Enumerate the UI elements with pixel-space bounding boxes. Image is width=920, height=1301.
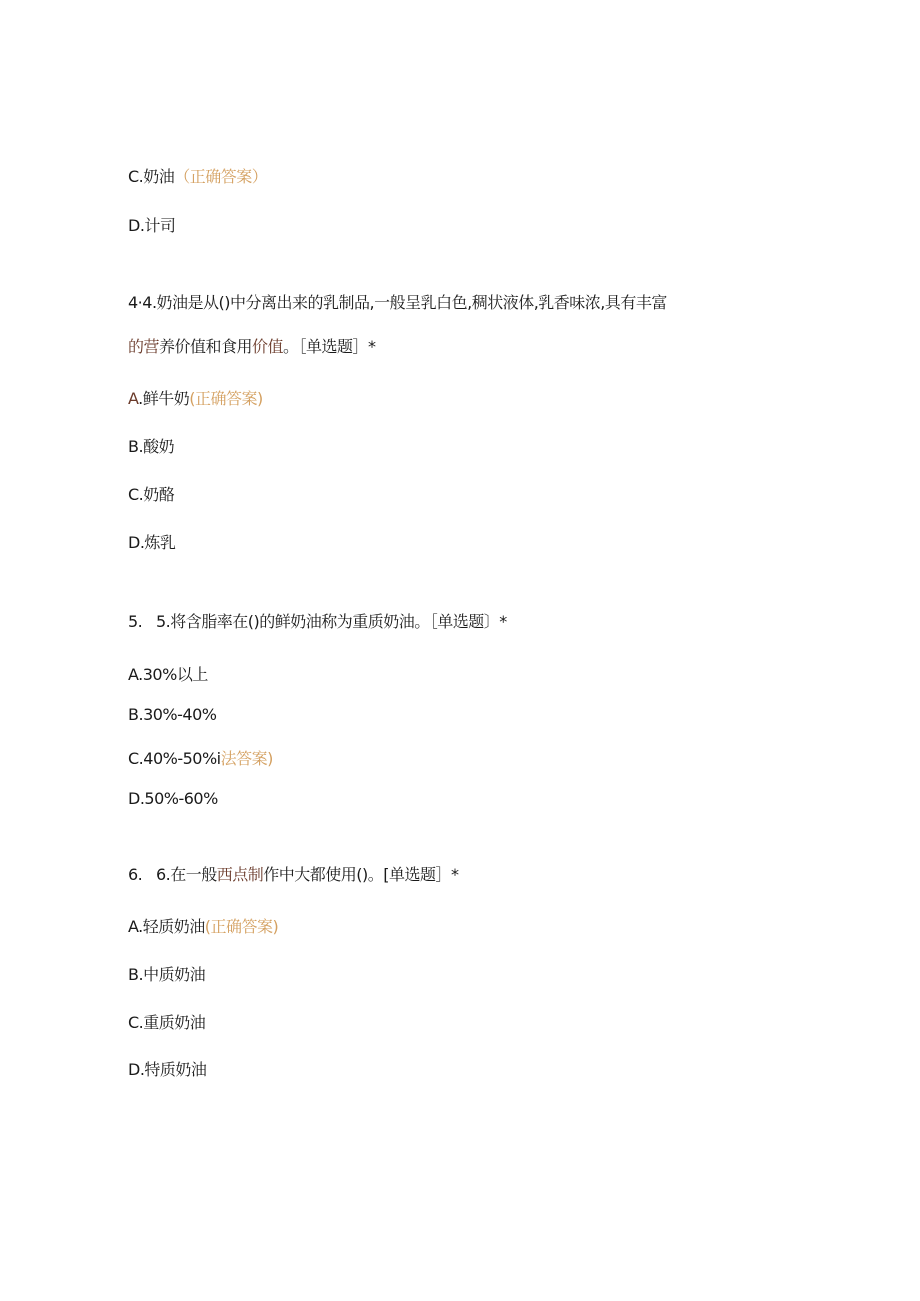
q5-number: 5. [128,612,143,631]
q6-question-text-b: 西点制 [216,865,264,884]
q4-option-c-text: C.奶酪 [128,485,175,504]
q6-option-a-correct-mark: (正确答案) [204,917,279,936]
q6-question-text-c: 作中大都使用()。[单选题］* [263,865,459,884]
q4-option-a[interactable] [128,388,263,410]
q5-question-text: 5.将含脂率在()的鲜奶油称为重质奶油。［单选题〕* [156,612,507,631]
q5-option-b-text: B.30%-40% [128,705,217,724]
q4-option-b-text: B.酸奶 [128,437,175,456]
q6-option-b[interactable] [128,964,205,986]
q6-option-b-text: B.中质奶油 [128,965,206,984]
q5-option-d-text: D.50%-60% [128,789,218,808]
q4-question-text-2c: 价值 [252,337,284,356]
q3-option-c[interactable] [128,166,267,188]
q4-question-text-2b: 养价值和食用 [159,337,253,356]
q3-option-d[interactable] [128,215,175,237]
q4-option-a-text: .鲜牛奶 [138,389,190,408]
q6-option-c-text: C.重质奶油 [128,1013,206,1032]
q6-option-a-text: A.轻质奶油 [128,917,205,936]
q3-option-c-text: C.奶油 [128,167,175,186]
q4-question-text-1: 4·4.奶油是从()中分离出来的乳制品,一般呈乳白色,稠状液体,乳香味浓,具有丰富 [128,293,667,312]
q5-option-c[interactable] [128,748,273,770]
q4-option-a-correct-mark: (正确答案) [189,389,263,408]
q6-option-d[interactable] [128,1059,206,1081]
q5-option-a-text: A.30%以上 [128,665,208,684]
q6-option-d-text: D.特质奶油 [128,1060,207,1079]
q6-option-a[interactable] [128,916,278,938]
q4-option-d-text: D.炼乳 [128,533,176,552]
q5-option-d[interactable] [128,788,218,810]
q3-option-c-correct-mark: （正确答案） [174,167,268,186]
q4-option-d[interactable] [128,532,175,554]
q6-question-text-a: 6.在一般 [156,865,217,884]
q5-option-c-text: C.40%-50%i [128,749,221,768]
q4-question-line-1 [128,292,667,314]
q6-question [128,864,459,886]
q4-option-a-prefix: A [128,389,139,408]
q6-option-c[interactable] [128,1012,205,1034]
q5-option-c-correct-mark: 法答案) [220,749,273,768]
q4-question-line-2 [128,336,376,358]
q4-option-c[interactable] [128,484,174,506]
q5-option-b[interactable] [128,704,216,726]
q4-question-text-2a: 的营 [128,337,160,356]
q4-option-b[interactable] [128,436,174,458]
q3-option-d-text: D.计司 [128,216,176,235]
q6-number: 6. [128,865,143,884]
q5-question [128,611,507,633]
q4-question-text-2d: 。［单选题］* [283,337,376,356]
q5-option-a[interactable] [128,664,208,686]
